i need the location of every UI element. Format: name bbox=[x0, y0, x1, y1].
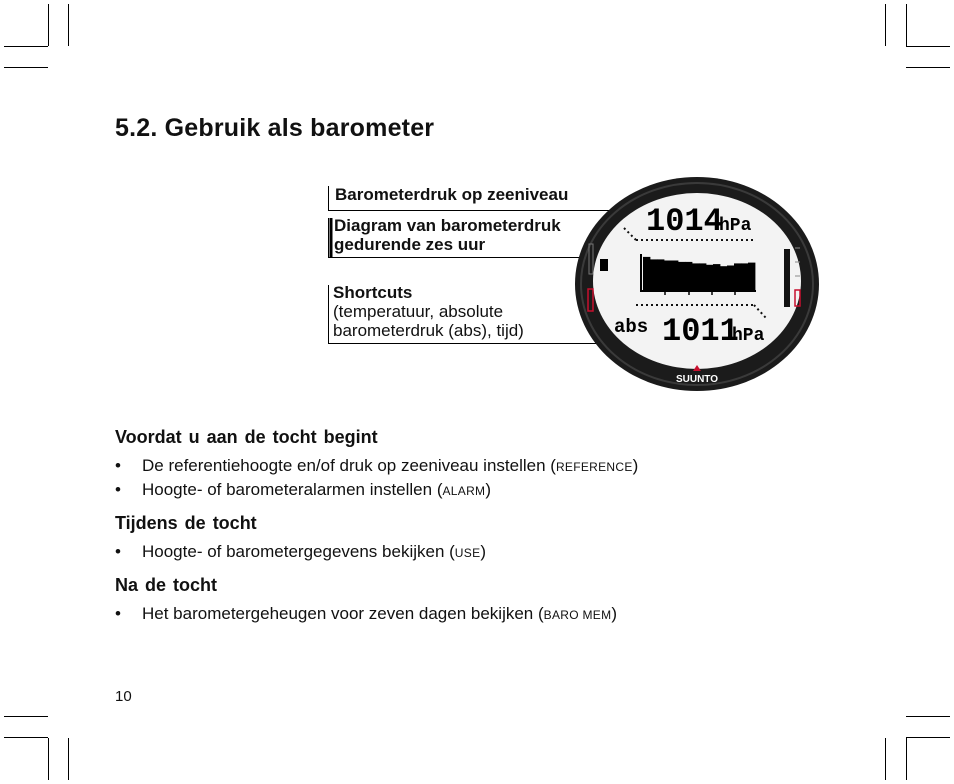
right-bezel-bar bbox=[784, 249, 790, 307]
section-heading-after: Na de tocht bbox=[115, 575, 218, 595]
display-top-unit: hPa bbox=[719, 216, 752, 236]
list-item bbox=[115, 456, 638, 476]
graph-bar bbox=[650, 259, 657, 290]
bullet-icon: • bbox=[115, 542, 121, 561]
graph-bar bbox=[657, 259, 664, 290]
list-item-text: Hoogte- of barometergegevens bekijken ( bbox=[142, 542, 455, 561]
graph-bar bbox=[720, 266, 727, 290]
graph-bar bbox=[643, 257, 650, 290]
list-item-text: Hoogte- of barometeralarmen instellen ( bbox=[142, 480, 443, 499]
list-item bbox=[115, 542, 486, 562]
display-bottom-value: 1011 bbox=[662, 313, 739, 350]
list-item bbox=[115, 604, 617, 624]
callout-diagram-line2: gedurende zes uur bbox=[334, 235, 486, 254]
list-item-text: De referentiehoogte en/of druk op zeeniveau instellen ( bbox=[142, 456, 556, 475]
graph-bar bbox=[727, 266, 734, 291]
display-top-value: 1014 bbox=[646, 203, 723, 240]
callout-diagram-line1: Diagram van barometerdruk bbox=[334, 216, 561, 235]
graph-bar bbox=[671, 261, 678, 291]
list-item bbox=[115, 480, 491, 500]
graph-bar bbox=[699, 263, 706, 290]
graph-bar bbox=[748, 263, 755, 290]
callout-shortcuts-line1: (temperatuur, absolute bbox=[333, 302, 504, 321]
list-item-close: ) bbox=[480, 542, 487, 561]
graph-bar bbox=[664, 261, 671, 291]
callout-sea-level bbox=[335, 185, 568, 204]
section-heading-during: Tijdens de tocht bbox=[115, 513, 257, 533]
graph-bar bbox=[678, 262, 685, 290]
callout-shortcuts-line2: barometerdruk (abs), tijd) bbox=[333, 321, 524, 340]
list-item-close: ) bbox=[485, 480, 491, 499]
graph-bar bbox=[692, 263, 699, 290]
menu-code: BARO MEM bbox=[543, 608, 612, 622]
menu-code: USE bbox=[454, 546, 481, 560]
list-item-close: ) bbox=[611, 604, 618, 623]
list-item-close: ) bbox=[632, 456, 639, 475]
display-bottom-unit: hPa bbox=[732, 326, 765, 346]
graph-bar bbox=[741, 263, 748, 290]
bullet-icon: • bbox=[115, 456, 121, 475]
bullet-icon: • bbox=[115, 604, 121, 623]
brand-logo: SUUNTO bbox=[675, 374, 719, 385]
graph-bar bbox=[685, 262, 692, 290]
callout-shortcuts-title: Shortcuts bbox=[333, 283, 413, 302]
callout-shortcuts bbox=[333, 283, 524, 340]
section-heading-before: Voordat u aan de tocht begint bbox=[115, 427, 378, 447]
graph-cursor-marker bbox=[600, 259, 608, 271]
display-bottom-prefix: abs bbox=[614, 316, 649, 338]
graph-bar bbox=[706, 265, 713, 290]
bullet-icon: • bbox=[115, 480, 121, 499]
page-number: 10 bbox=[115, 688, 132, 705]
callout-sea-level-label: Barometerdruk op zeeniveau bbox=[335, 185, 569, 204]
page-title: 5.2. Gebruik als barometer bbox=[115, 114, 435, 142]
graph-bar bbox=[734, 263, 741, 290]
list-item-text: Het barometergeheugen voor zeven dagen bekijken ( bbox=[142, 604, 544, 623]
graph-bar bbox=[713, 264, 720, 290]
menu-code: ALARM bbox=[442, 484, 486, 498]
callout-diagram bbox=[334, 216, 561, 254]
menu-code: REFERENCE bbox=[555, 460, 633, 474]
